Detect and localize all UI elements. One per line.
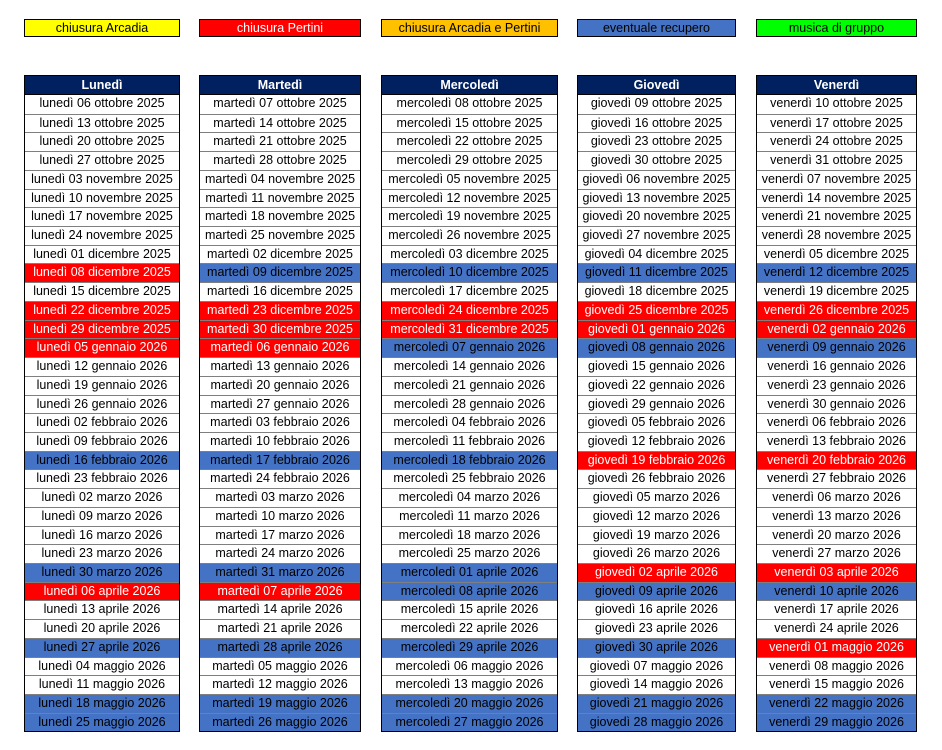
date-cell: giovedì 25 dicembre 2025 (578, 301, 735, 320)
date-cell: giovedì 26 febbraio 2026 (578, 469, 735, 488)
date-cell: lunedì 23 febbraio 2026 (25, 469, 179, 488)
date-cell: giovedì 30 aprile 2026 (578, 638, 735, 657)
date-cell: giovedì 14 maggio 2026 (578, 675, 735, 694)
column-header: Venerdì (757, 76, 916, 95)
date-cell: martedì 06 gennaio 2026 (200, 338, 360, 357)
date-cell: venerdì 27 marzo 2026 (757, 544, 916, 563)
date-cell: lunedì 15 dicembre 2025 (25, 282, 179, 301)
date-cell: mercoledì 04 marzo 2026 (382, 488, 557, 507)
date-cell: mercoledì 24 dicembre 2025 (382, 301, 557, 320)
date-cell: giovedì 26 marzo 2026 (578, 544, 735, 563)
date-cell: giovedì 09 aprile 2026 (578, 582, 735, 601)
date-cell: venerdì 12 dicembre 2025 (757, 263, 916, 282)
date-cell: venerdì 03 aprile 2026 (757, 563, 916, 582)
date-cell: lunedì 13 aprile 2026 (25, 600, 179, 619)
date-cell: giovedì 02 aprile 2026 (578, 563, 735, 582)
date-cell: lunedì 30 marzo 2026 (25, 563, 179, 582)
date-cell: mercoledì 26 novembre 2025 (382, 226, 557, 245)
date-cell: giovedì 29 gennaio 2026 (578, 395, 735, 414)
date-cell: venerdì 22 maggio 2026 (757, 694, 916, 713)
date-cell: mercoledì 13 maggio 2026 (382, 675, 557, 694)
date-cell: lunedì 29 dicembre 2025 (25, 320, 179, 339)
date-cell: lunedì 12 gennaio 2026 (25, 357, 179, 376)
date-cell: venerdì 15 maggio 2026 (757, 675, 916, 694)
date-cell: mercoledì 17 dicembre 2025 (382, 282, 557, 301)
date-cell: giovedì 16 ottobre 2025 (578, 114, 735, 133)
date-cell: giovedì 12 febbraio 2026 (578, 432, 735, 451)
date-cell: lunedì 20 aprile 2026 (25, 619, 179, 638)
date-cell: martedì 31 marzo 2026 (200, 563, 360, 582)
date-cell: giovedì 12 marzo 2026 (578, 507, 735, 526)
date-cell: venerdì 26 dicembre 2025 (757, 301, 916, 320)
date-cell: mercoledì 21 gennaio 2026 (382, 376, 557, 395)
date-cell: mercoledì 29 ottobre 2025 (382, 151, 557, 170)
date-cell: martedì 23 dicembre 2025 (200, 301, 360, 320)
date-cell: giovedì 19 febbraio 2026 (578, 451, 735, 470)
date-cell: lunedì 24 novembre 2025 (25, 226, 179, 245)
date-cell: mercoledì 01 aprile 2026 (382, 563, 557, 582)
date-cell: venerdì 06 marzo 2026 (757, 488, 916, 507)
date-cell: lunedì 02 marzo 2026 (25, 488, 179, 507)
date-cell: giovedì 22 gennaio 2026 (578, 376, 735, 395)
date-cell: mercoledì 18 febbraio 2026 (382, 451, 557, 470)
date-cell: mercoledì 29 aprile 2026 (382, 638, 557, 657)
date-cell: martedì 28 aprile 2026 (200, 638, 360, 657)
date-cell: giovedì 19 marzo 2026 (578, 526, 735, 545)
date-cell: martedì 25 novembre 2025 (200, 226, 360, 245)
date-cell: lunedì 13 ottobre 2025 (25, 114, 179, 133)
date-cell: giovedì 11 dicembre 2025 (578, 263, 735, 282)
date-cell: mercoledì 31 dicembre 2025 (382, 320, 557, 339)
date-cell: lunedì 23 marzo 2026 (25, 544, 179, 563)
date-cell: lunedì 16 febbraio 2026 (25, 451, 179, 470)
date-cell: venerdì 10 aprile 2026 (757, 582, 916, 601)
date-cell: giovedì 05 marzo 2026 (578, 488, 735, 507)
column-giovedi (577, 75, 736, 732)
date-cell: martedì 02 dicembre 2025 (200, 245, 360, 264)
date-cell: martedì 20 gennaio 2026 (200, 376, 360, 395)
date-cell: mercoledì 22 ottobre 2025 (382, 132, 557, 151)
date-cell: venerdì 05 dicembre 2025 (757, 245, 916, 264)
date-cell: venerdì 20 febbraio 2026 (757, 451, 916, 470)
date-cell: giovedì 21 maggio 2026 (578, 694, 735, 713)
date-cell: giovedì 27 novembre 2025 (578, 226, 735, 245)
date-cell: venerdì 21 novembre 2025 (757, 207, 916, 226)
date-cell: lunedì 03 novembre 2025 (25, 170, 179, 189)
date-cell: venerdì 06 febbraio 2026 (757, 413, 916, 432)
date-cell: giovedì 08 gennaio 2026 (578, 338, 735, 357)
date-cell: martedì 17 febbraio 2026 (200, 451, 360, 470)
date-cell: giovedì 06 novembre 2025 (578, 170, 735, 189)
date-cell: mercoledì 15 ottobre 2025 (382, 114, 557, 133)
date-cell: giovedì 30 ottobre 2025 (578, 151, 735, 170)
date-cell: venerdì 17 ottobre 2025 (757, 114, 916, 133)
date-cell: venerdì 17 aprile 2026 (757, 600, 916, 619)
date-cell: martedì 04 novembre 2025 (200, 170, 360, 189)
date-cell: mercoledì 08 aprile 2026 (382, 582, 557, 601)
date-cell: lunedì 04 maggio 2026 (25, 657, 179, 676)
date-cell: martedì 21 aprile 2026 (200, 619, 360, 638)
date-cell: martedì 03 febbraio 2026 (200, 413, 360, 432)
date-cell: lunedì 09 marzo 2026 (25, 507, 179, 526)
date-cell: mercoledì 22 aprile 2026 (382, 619, 557, 638)
date-cell: lunedì 20 ottobre 2025 (25, 132, 179, 151)
date-cell: giovedì 16 aprile 2026 (578, 600, 735, 619)
column-lunedi (24, 75, 180, 732)
date-cell: mercoledì 18 marzo 2026 (382, 526, 557, 545)
date-cell: mercoledì 07 gennaio 2026 (382, 338, 557, 357)
column-header: Lunedì (25, 76, 179, 95)
date-cell: lunedì 17 novembre 2025 (25, 207, 179, 226)
column-header: Giovedì (578, 76, 735, 95)
date-cell: martedì 07 aprile 2026 (200, 582, 360, 601)
date-cell: lunedì 06 aprile 2026 (25, 582, 179, 601)
date-cell: mercoledì 11 febbraio 2026 (382, 432, 557, 451)
date-cell: mercoledì 10 dicembre 2025 (382, 263, 557, 282)
date-cell: giovedì 23 ottobre 2025 (578, 132, 735, 151)
date-cell: lunedì 27 ottobre 2025 (25, 151, 179, 170)
date-cell: mercoledì 06 maggio 2026 (382, 657, 557, 676)
date-cell: martedì 27 gennaio 2026 (200, 395, 360, 414)
date-cell: mercoledì 25 marzo 2026 (382, 544, 557, 563)
date-cell: venerdì 23 gennaio 2026 (757, 376, 916, 395)
date-cell: lunedì 26 gennaio 2026 (25, 395, 179, 414)
date-cell: martedì 05 maggio 2026 (200, 657, 360, 676)
date-cell: giovedì 23 aprile 2026 (578, 619, 735, 638)
date-cell: giovedì 07 maggio 2026 (578, 657, 735, 676)
date-cell: mercoledì 11 marzo 2026 (382, 507, 557, 526)
date-cell: venerdì 28 novembre 2025 (757, 226, 916, 245)
legend-eventuale-recupero: eventuale recupero (577, 19, 736, 37)
legend-chiusura-arcadia-pertini: chiusura Arcadia e Pertini (381, 19, 558, 37)
date-cell: martedì 24 marzo 2026 (200, 544, 360, 563)
date-cell: martedì 21 ottobre 2025 (200, 132, 360, 151)
date-cell: venerdì 13 marzo 2026 (757, 507, 916, 526)
date-cell: martedì 30 dicembre 2025 (200, 320, 360, 339)
date-cell: mercoledì 04 febbraio 2026 (382, 413, 557, 432)
date-cell: mercoledì 15 aprile 2026 (382, 600, 557, 619)
date-cell: venerdì 31 ottobre 2025 (757, 151, 916, 170)
date-cell: martedì 13 gennaio 2026 (200, 357, 360, 376)
date-cell: lunedì 27 aprile 2026 (25, 638, 179, 657)
date-cell: giovedì 20 novembre 2025 (578, 207, 735, 226)
date-cell: martedì 26 maggio 2026 (200, 713, 360, 732)
date-cell: mercoledì 20 maggio 2026 (382, 694, 557, 713)
date-cell: lunedì 25 maggio 2026 (25, 713, 179, 732)
date-cell: lunedì 22 dicembre 2025 (25, 301, 179, 320)
column-mercoledi (381, 75, 558, 732)
date-cell: lunedì 06 ottobre 2025 (25, 95, 179, 114)
date-cell: martedì 14 ottobre 2025 (200, 114, 360, 133)
date-cell: mercoledì 14 gennaio 2026 (382, 357, 557, 376)
date-cell: martedì 12 maggio 2026 (200, 675, 360, 694)
date-cell: venerdì 30 gennaio 2026 (757, 395, 916, 414)
date-cell: martedì 09 dicembre 2025 (200, 263, 360, 282)
date-cell: mercoledì 08 ottobre 2025 (382, 95, 557, 114)
column-venerdi (756, 75, 917, 732)
date-cell: mercoledì 12 novembre 2025 (382, 189, 557, 208)
date-cell: giovedì 01 gennaio 2026 (578, 320, 735, 339)
date-cell: venerdì 01 maggio 2026 (757, 638, 916, 657)
date-cell: martedì 07 ottobre 2025 (200, 95, 360, 114)
date-cell: martedì 24 febbraio 2026 (200, 469, 360, 488)
date-cell: venerdì 24 ottobre 2025 (757, 132, 916, 151)
date-cell: martedì 17 marzo 2026 (200, 526, 360, 545)
date-cell: martedì 14 aprile 2026 (200, 600, 360, 619)
date-cell: venerdì 24 aprile 2026 (757, 619, 916, 638)
date-cell: giovedì 28 maggio 2026 (578, 713, 735, 732)
date-cell: lunedì 02 febbraio 2026 (25, 413, 179, 432)
date-cell: martedì 18 novembre 2025 (200, 207, 360, 226)
date-cell: martedì 10 febbraio 2026 (200, 432, 360, 451)
date-cell: venerdì 19 dicembre 2025 (757, 282, 916, 301)
date-cell: venerdì 27 febbraio 2026 (757, 469, 916, 488)
date-cell: giovedì 09 ottobre 2025 (578, 95, 735, 114)
date-cell: venerdì 09 gennaio 2026 (757, 338, 916, 357)
date-cell: lunedì 18 maggio 2026 (25, 694, 179, 713)
date-cell: lunedì 05 gennaio 2026 (25, 338, 179, 357)
legend-chiusura-arcadia: chiusura Arcadia (24, 19, 180, 37)
date-cell: lunedì 08 dicembre 2025 (25, 263, 179, 282)
date-cell: mercoledì 25 febbraio 2026 (382, 469, 557, 488)
date-cell: venerdì 29 maggio 2026 (757, 713, 916, 732)
date-cell: venerdì 13 febbraio 2026 (757, 432, 916, 451)
legend-chiusura-pertini: chiusura Pertini (199, 19, 361, 37)
date-cell: mercoledì 27 maggio 2026 (382, 713, 557, 732)
column-martedi (199, 75, 361, 732)
date-cell: venerdì 02 gennaio 2026 (757, 320, 916, 339)
date-cell: giovedì 04 dicembre 2025 (578, 245, 735, 264)
date-cell: venerdì 16 gennaio 2026 (757, 357, 916, 376)
date-cell: venerdì 20 marzo 2026 (757, 526, 916, 545)
date-cell: mercoledì 05 novembre 2025 (382, 170, 557, 189)
column-header: Martedì (200, 76, 360, 95)
date-cell: mercoledì 19 novembre 2025 (382, 207, 557, 226)
date-cell: mercoledì 03 dicembre 2025 (382, 245, 557, 264)
date-cell: martedì 28 ottobre 2025 (200, 151, 360, 170)
date-cell: venerdì 08 maggio 2026 (757, 657, 916, 676)
date-cell: martedì 19 maggio 2026 (200, 694, 360, 713)
date-cell: giovedì 13 novembre 2025 (578, 189, 735, 208)
date-cell: martedì 11 novembre 2025 (200, 189, 360, 208)
date-cell: lunedì 19 gennaio 2026 (25, 376, 179, 395)
date-cell: martedì 03 marzo 2026 (200, 488, 360, 507)
date-cell: giovedì 05 febbraio 2026 (578, 413, 735, 432)
column-header: Mercoledì (382, 76, 557, 95)
date-cell: mercoledì 28 gennaio 2026 (382, 395, 557, 414)
date-cell: giovedì 18 dicembre 2025 (578, 282, 735, 301)
date-cell: lunedì 01 dicembre 2025 (25, 245, 179, 264)
legend-musica-di-gruppo: musica di gruppo (756, 19, 917, 37)
date-cell: venerdì 07 novembre 2025 (757, 170, 916, 189)
date-cell: lunedì 09 febbraio 2026 (25, 432, 179, 451)
date-cell: martedì 10 marzo 2026 (200, 507, 360, 526)
date-cell: lunedì 16 marzo 2026 (25, 526, 179, 545)
date-cell: venerdì 10 ottobre 2025 (757, 95, 916, 114)
date-cell: lunedì 11 maggio 2026 (25, 675, 179, 694)
date-cell: giovedì 15 gennaio 2026 (578, 357, 735, 376)
date-cell: lunedì 10 novembre 2025 (25, 189, 179, 208)
date-cell: venerdì 14 novembre 2025 (757, 189, 916, 208)
date-cell: martedì 16 dicembre 2025 (200, 282, 360, 301)
